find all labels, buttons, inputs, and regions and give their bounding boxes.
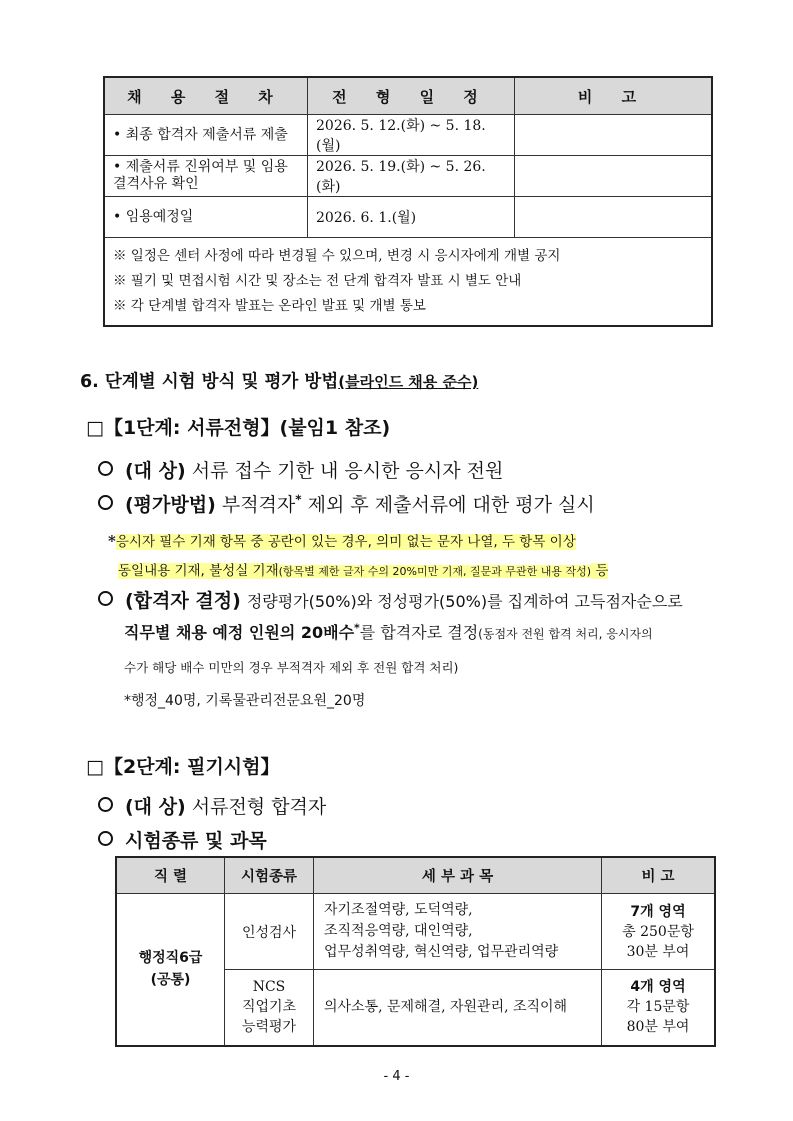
position-cell — [116, 894, 225, 1046]
pass-label: (합격자 결정) — [125, 590, 241, 612]
pass-text2: 를 합격자로 결정 — [359, 623, 479, 642]
note-bold: 4개 영역 — [630, 979, 686, 996]
date-cell: 2026. 6. 1.(월) — [308, 197, 515, 238]
header-date: 전 형 일 정 — [308, 77, 515, 115]
notes-row — [104, 238, 712, 327]
header-note: 비 고 — [515, 77, 713, 115]
section-heading — [80, 368, 478, 393]
schedule-table — [103, 76, 713, 327]
position-name: 행정직6급 — [138, 950, 203, 967]
pass-small2: 수가 해당 배수 미만의 경우 부적격자 제외 후 전원 합격 처리) — [124, 660, 459, 675]
subject-line: 의사소통, 문제해결, 자원관리, 조직이해 — [324, 998, 568, 1015]
type-cell — [225, 970, 314, 1046]
target-label: (대 상) — [125, 796, 186, 818]
note-line: 80분 부여 — [626, 1019, 690, 1036]
method-text-b: 제외 후 제출서류에 대한 평가 실시 — [307, 494, 595, 516]
step-cell: • 제출서류 진위여부 및 임용결격사유 확인 — [104, 156, 308, 197]
step-cell: • 임용예정일 — [104, 197, 308, 238]
note-line: ※ 필기 및 면접시험 시간 및 장소는 전 단계 합격자 발표 시 별도 안내 — [113, 273, 522, 289]
subject-line: 자기조절역량, 도덕역량, — [324, 902, 473, 918]
target-label: (대 상) — [125, 460, 186, 482]
schedule-header-row — [104, 77, 712, 115]
page-number: - 4 - — [383, 1069, 410, 1084]
stage1-pass — [98, 586, 683, 613]
note-line: ※ 각 단계별 합격자 발표는 온라인 발표 및 개별 통보 — [113, 298, 426, 314]
table-row — [104, 197, 712, 238]
type-line: 능력평가 — [241, 1019, 297, 1036]
note-cell — [602, 970, 716, 1046]
subject-line: 업무성취역량, 혁신역량, 업무관리역량 — [324, 944, 559, 960]
footnote-line2c: 등 — [591, 563, 609, 579]
header-step: 채 용 절 차 — [104, 77, 308, 115]
date-cell: 2026. 5. 12.(화) ~ 5. 18.(월) — [308, 115, 515, 156]
pass-star: * — [354, 621, 360, 635]
header-note: 비 고 — [602, 857, 716, 894]
pass-text: 정량평가(50%)와 정성평가(50%)를 집계하여 고득점자순으로 — [246, 592, 683, 611]
note-cell — [515, 197, 713, 238]
table-row — [104, 115, 712, 156]
stage1-footnote — [108, 527, 608, 585]
stage2-types — [98, 826, 267, 853]
pass-small1: (동점자 전원 합격 처리, 응시자의 — [478, 627, 653, 641]
stage1-pass-line2 — [124, 620, 653, 643]
note-bold: 7개 영역 — [630, 903, 686, 920]
method-star: * — [295, 492, 302, 507]
notes-cell — [104, 238, 712, 327]
circle-bullet-icon — [98, 831, 113, 846]
type-line: NCS — [252, 979, 286, 996]
type-cell: 인성검사 — [225, 894, 314, 970]
position-sub: (공통) — [150, 972, 191, 989]
circle-bullet-icon — [98, 591, 113, 606]
pass-bold: 직무별 채용 예정 인원의 20배수 — [124, 623, 355, 642]
exam-header-row — [116, 857, 715, 894]
header-position: 직 렬 — [116, 857, 225, 894]
table-row — [116, 894, 715, 970]
stage2-heading: □【2단계: 필기시험】 — [86, 756, 280, 778]
note-cell — [602, 894, 716, 970]
section-title: 6. 단계별 시험 방식 및 평가 방법 — [80, 372, 339, 392]
stage1-target — [98, 456, 503, 483]
step-cell: • 최종 합격자 제출서류 제출 — [104, 115, 308, 156]
pass-footnote: *행정_40명, 기록물관리전문요원_20명 — [124, 693, 366, 709]
header-type: 시험종류 — [225, 857, 314, 894]
stage2-target — [98, 792, 326, 819]
target-text: 서류전형 합격자 — [191, 796, 327, 818]
circle-bullet-icon — [98, 797, 113, 812]
subjects-cell — [314, 970, 602, 1046]
footnote-line1: 응시자 필수 기재 항목 중 공란이 있는 경우, 의미 없는 문자 나열, 두 항목 이상 — [115, 534, 576, 550]
exam-table — [115, 856, 716, 1047]
circle-bullet-icon — [98, 461, 113, 476]
table-row — [104, 156, 712, 197]
note-cell — [515, 115, 713, 156]
subject-line: 조직적응역량, 대인역량, — [324, 923, 473, 939]
type-line: 직업기초 — [241, 999, 297, 1016]
circle-bullet-icon — [98, 495, 113, 510]
footnote-star: * — [108, 532, 116, 550]
target-text: 서류 접수 기한 내 응시한 응시자 전원 — [191, 460, 504, 482]
stage1-method — [98, 490, 595, 517]
footnote-line2a: 동일내용 기재, 불성실 기재 — [118, 563, 279, 579]
section-title-suffix: (블라인드 채용 준수) — [338, 373, 479, 391]
footnote-line2b: (항목별 제한 글자 수의 20%미만 기재, 질문과 무관한 내용 작성) — [278, 565, 592, 578]
types-label: 시험종류 및 과목 — [125, 830, 267, 852]
note-line: 30분 부여 — [626, 943, 690, 960]
method-text-a: 부적격자 — [221, 494, 296, 516]
date-cell: 2026. 5. 19.(화) ~ 5. 26.(화) — [308, 156, 515, 197]
note-cell — [515, 156, 713, 197]
subjects-cell — [314, 894, 602, 970]
header-subjects: 세 부 과 목 — [314, 857, 602, 894]
method-label: (평가방법) — [125, 494, 216, 516]
note-line: 총 250문항 — [622, 923, 694, 940]
note-line: ※ 일정은 센터 사정에 따라 변경될 수 있으며, 변경 시 응시자에게 개별 공지 — [113, 248, 561, 264]
stage1-heading: □【1단계: 서류전형】(붙임1 참조) — [86, 417, 391, 439]
note-line: 각 15문항 — [626, 999, 690, 1016]
